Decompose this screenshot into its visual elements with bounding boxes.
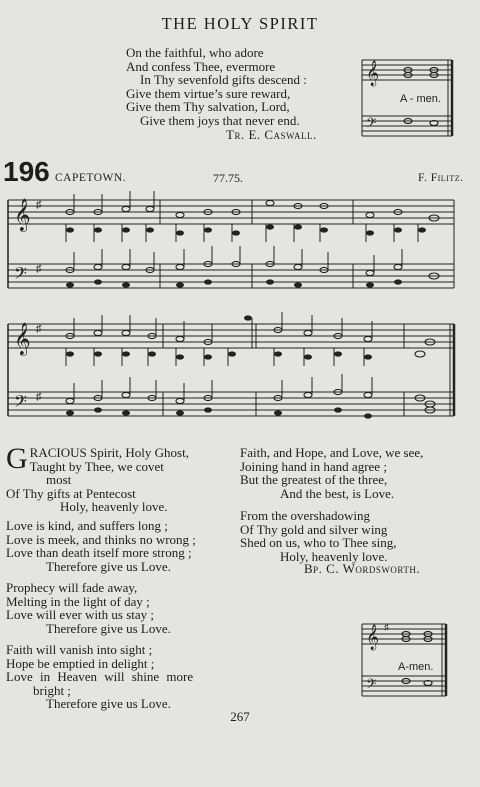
- amen-staff-bottom: [362, 620, 452, 700]
- meter: 77.75.: [213, 171, 243, 185]
- verse-line: Love will ever with us stay ;: [6, 607, 155, 623]
- verse-line: Give them Thy salvation, Lord,: [126, 99, 290, 115]
- verse-line: Of Thy gold and silver wing: [240, 521, 388, 537]
- tune-name: CAPETOWN.: [55, 172, 127, 184]
- music-system-2: [8, 318, 458, 428]
- verse-line: On the faithful, who adore: [126, 45, 264, 60]
- svg-text:𝄢: 𝄢: [14, 391, 27, 415]
- amen-label-top: A - men.: [400, 93, 441, 105]
- stanza-1: [6, 442, 232, 515]
- verse-line: Of Thy gifts at Pentecost: [6, 485, 136, 501]
- verse-line: Give them joys that never end.: [140, 112, 300, 128]
- svg-text:𝄢: 𝄢: [366, 115, 377, 134]
- verse-line: Shed on us, who to Thee sing,: [240, 535, 397, 551]
- amen-label-bottom: A-men.: [398, 661, 434, 673]
- verse-line: In Thy sevenfold gifts descend :: [140, 72, 307, 88]
- verse-line: Love in Heaven will shine more: [6, 669, 194, 685]
- stanza-5: [240, 446, 423, 500]
- svg-text:♯: ♯: [36, 323, 42, 335]
- translator-credit: Tr. E. Caswall.: [226, 127, 317, 142]
- verse-line: Melting in the light of day ;: [6, 593, 150, 609]
- verse-line: Therefore give us Love.: [46, 558, 171, 574]
- verse-line: Love is meek, and thinks no wrong ;: [6, 531, 196, 547]
- svg-text:♯: ♯: [36, 391, 42, 403]
- verse-line: bright ;: [33, 682, 71, 698]
- svg-text:𝄢: 𝄢: [366, 676, 377, 695]
- svg-text:♯: ♯: [36, 263, 42, 275]
- svg-text:𝄞: 𝄞: [14, 198, 31, 231]
- verse-line: But the greatest of the three,: [240, 472, 388, 488]
- verse-line: Taught by Thee, we covet: [29, 458, 164, 474]
- verse-line: Joining hand in hand agree ;: [240, 458, 387, 474]
- verse-line: Holy, heavenly love.: [280, 548, 388, 564]
- stanza-6: [240, 509, 396, 563]
- drop-cap: G: [6, 442, 28, 475]
- composer: F. Filitz.: [418, 172, 464, 184]
- stanza-4: [6, 643, 226, 711]
- hymn-number: 196: [3, 156, 50, 187]
- verse-line: Therefore give us Love.: [46, 696, 171, 712]
- verse-line: Prophecy will fade away,: [6, 580, 138, 595]
- music-system-1: [8, 194, 458, 300]
- svg-text:𝄞: 𝄞: [366, 61, 380, 86]
- verse-line: Faith, and Hope, and Love, we see,: [240, 445, 424, 460]
- page-title: THE HOLY SPIRIT: [161, 14, 319, 33]
- verse-line: Holy, heavenly love.: [60, 499, 168, 515]
- page-number: 267: [230, 709, 250, 724]
- verse-line: From the overshadowing: [240, 508, 370, 523]
- verse-line: Hope be emptied in delight ;: [6, 655, 155, 671]
- author-credit: Bp. C. Wordsworth.: [304, 561, 421, 576]
- verse-line: most: [46, 472, 72, 488]
- previous-hymn-verse: [126, 46, 307, 128]
- verse-line: Give them virtue’s sure reward,: [126, 85, 291, 101]
- svg-text:𝄢: 𝄢: [14, 263, 27, 287]
- verse-line: Love is kind, and suffers long ;: [6, 518, 168, 533]
- verse-line: And the best, is Love.: [280, 485, 395, 501]
- stanza-2: [6, 519, 196, 573]
- svg-text:♯: ♯: [36, 199, 42, 211]
- svg-text:♯: ♯: [384, 622, 389, 632]
- svg-text:𝄞: 𝄞: [366, 625, 380, 650]
- verse-line: Love than death itself more strong ;: [6, 545, 192, 561]
- verse-line: RACIOUS Spirit, Holy Ghost,: [29, 445, 189, 460]
- verse-line: Therefore give us Love.: [46, 620, 171, 636]
- svg-text:𝄞: 𝄞: [14, 322, 31, 355]
- verse-line: And confess Thee, evermore: [126, 58, 276, 74]
- stanza-3: [6, 581, 171, 635]
- verse-line: Faith will vanish into sight ;: [6, 642, 153, 657]
